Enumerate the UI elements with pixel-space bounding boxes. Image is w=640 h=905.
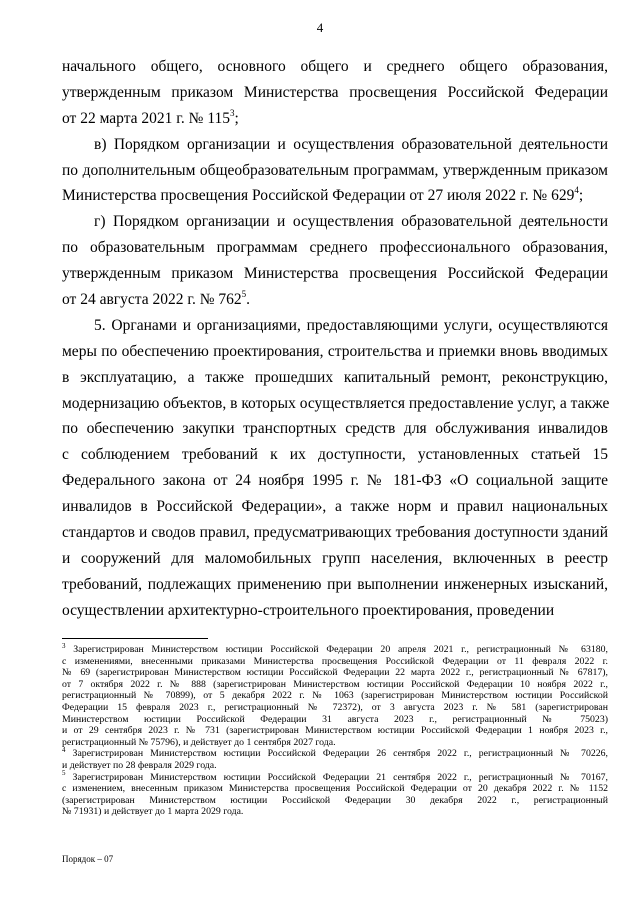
text-line — [62, 760, 608, 772]
text-run: утвержденным приказом Министерства просвещения Российской Федерации — [62, 265, 608, 283]
text-line — [62, 106, 608, 132]
text-run: стандартов и сводов правил, предусматривающих требования доступности зданий — [62, 524, 608, 542]
text-line — [62, 520, 608, 546]
footnote-divider — [62, 638, 208, 639]
footnote-reference: 4 — [62, 746, 66, 755]
text-run: модернизацию объектов, в которых осуществляется предоставление услуг, а также — [62, 394, 610, 412]
text-run: от 7 октября 2022 г. № 888 (зарегистрирован Министерством юстиции Российской Федерации 10 ноября 2022 г., — [62, 678, 608, 690]
text-run: по обеспечению закупки транспортных средств для обслуживания инвалидов — [62, 420, 608, 438]
text-run: с изменениями, внесенными приказами Министерства просвещения Российской Федерации от 11 февраля 2022 г. — [62, 655, 608, 667]
text-run: от 22 марта 2021 г. № 115 — [62, 109, 230, 127]
text-line — [62, 806, 608, 818]
text-run: в эксплуатацию, а также прошедших капитальный ремонт, реконструкцию, — [62, 368, 608, 386]
footnote — [62, 748, 608, 771]
text-run: и от 29 сентября 2023 г. № 731 (зарегистрирован Министерством юстиции Российской Федерации 1 ноября 2023 г., — [62, 725, 608, 737]
footnote — [62, 641, 608, 748]
text-run: ; — [234, 109, 239, 127]
text-line — [62, 546, 608, 572]
paragraph — [62, 313, 608, 624]
text-run: Зарегистрирован Министерством юстиции Российской Федерации 20 апреля 2021 г., регистрационный № 63180, — [65, 644, 608, 655]
text-line — [62, 54, 608, 80]
text-run: меры по обеспечению проектирования, строительства и приемки вновь вводимых — [62, 342, 608, 360]
text-line — [62, 795, 608, 807]
text-run: 5. Органами и организациями, предоставляющими услуги, осуществляются — [94, 316, 608, 334]
text-line — [62, 442, 608, 468]
text-line — [62, 783, 608, 795]
footnote — [62, 769, 608, 818]
text-run: Зарегистрирован Министерством юстиции Российской Федерации 21 сентября 2022 г., регистрационный № 70167, — [65, 771, 608, 783]
text-line — [62, 494, 608, 520]
text-run: по дополнительным общеобразовательным программам, утвержденным приказом — [62, 161, 608, 179]
text-line — [62, 468, 608, 494]
footnote-reference: 5 — [241, 288, 247, 299]
text-line — [62, 598, 608, 624]
paragraph — [62, 54, 608, 132]
text-run: и действует по 28 февраля 2029 года. — [62, 759, 217, 771]
text-run: № 69 (зарегистрирован Министерством юстиции Российской Федерации 22 марта 2022 г., регистрационный № 67817), — [62, 667, 608, 679]
text-line — [62, 209, 608, 235]
text-line — [62, 690, 608, 702]
text-line — [62, 132, 608, 158]
text-line — [62, 737, 608, 749]
text-run: утвержденным приказом Министерства просвещения Российской Федерации — [62, 83, 608, 101]
text-run: регистрационный № 70899), от 5 декабря 2022 г. № 1063 (зарегистрирован Министерством юстиции Российской — [62, 690, 608, 702]
text-line — [62, 183, 608, 209]
paragraph — [62, 209, 608, 313]
text-line — [62, 641, 608, 656]
text-line — [62, 748, 608, 760]
text-run: и сооружений для маломобильных групп населения, включенных в реестр — [62, 549, 608, 567]
text-line — [62, 313, 608, 339]
text-line — [62, 365, 608, 391]
text-line — [62, 702, 608, 714]
footer-mark: Порядок – 07 — [62, 854, 114, 864]
text-run: осуществлении архитектурно-строительного проектирования, проведении — [62, 601, 555, 619]
text-line — [62, 725, 608, 737]
text-line — [62, 769, 608, 784]
text-line — [62, 391, 608, 417]
text-run: . — [246, 291, 250, 309]
footnote-reference: 5 — [62, 769, 66, 778]
text-run: по образовательным программам среднего профессионального образования, — [62, 239, 608, 257]
text-run: инвалидов в Российской Федерации», а также норм и правил национальных — [62, 498, 608, 516]
text-line — [62, 572, 608, 598]
text-run: начального общего, основного общего и среднего общего образования, — [62, 58, 608, 75]
text-line — [62, 80, 608, 106]
text-run: Зарегистрирован Министерством юстиции Российской Федерации 26 сентября 2022 г., регистрационный № 70226, — [65, 748, 608, 760]
text-run: с соблюдением требований к их доступности, установленных статьей 15 — [62, 446, 608, 464]
footnote-reference: 4 — [574, 185, 579, 196]
text-run: в) Порядком организации и осуществления образовательной деятельности — [94, 135, 608, 153]
page-number: 4 — [316, 20, 324, 35]
text-run: Министерством юстиции Российской Федерации 31 августа 2023 г., регистрационный № 75023) — [62, 713, 608, 725]
text-line — [62, 261, 608, 287]
text-line — [62, 679, 608, 691]
body-text — [62, 54, 608, 624]
footnote-reference: 3 — [62, 641, 66, 650]
text-run: № 71931) и действует до 1 марта 2029 года. — [62, 806, 244, 818]
text-run: Федерального закона от 24 ноября 1995 г. № 181-ФЗ «О социальной защите — [62, 472, 608, 490]
text-run: требований, подлежащих применению при выполнении инженерных изысканий, — [62, 575, 608, 593]
text-line — [62, 235, 608, 261]
text-run: (зарегистрирован Министерством юстиции Российской Федерации 30 декабря 2022 г., регистрационный — [62, 794, 608, 806]
text-line — [62, 287, 608, 313]
footnotes — [62, 641, 608, 818]
text-run: Министерства просвещения Российской Федерации от 27 июля 2022 г. № 629 — [62, 187, 575, 205]
text-line — [62, 656, 608, 668]
text-line — [62, 158, 608, 184]
text-run: от 24 августа 2022 г. № 762 — [62, 291, 242, 309]
paragraph — [62, 132, 608, 210]
text-run: с изменением, внесенным приказом Министерства просвещения Российской Федерации от 20 декабря 2022 г. № 1152 — [62, 783, 608, 795]
text-run: Федерации 15 февраля 2023 г., регистрационный № 72372), от 3 августа 2023 г. № 581 (зарегистрирован — [62, 701, 608, 713]
text-run: г) Порядком организации и осуществления образовательной деятельности — [94, 213, 608, 231]
text-line — [62, 667, 608, 679]
text-line — [62, 416, 608, 442]
footnote-reference: 3 — [230, 107, 235, 118]
text-run: регистрационный № 75796), и действует до 1 сентября 2027 года. — [62, 736, 336, 748]
text-line — [62, 339, 608, 365]
text-run: ; — [578, 187, 584, 205]
text-line — [62, 714, 608, 726]
